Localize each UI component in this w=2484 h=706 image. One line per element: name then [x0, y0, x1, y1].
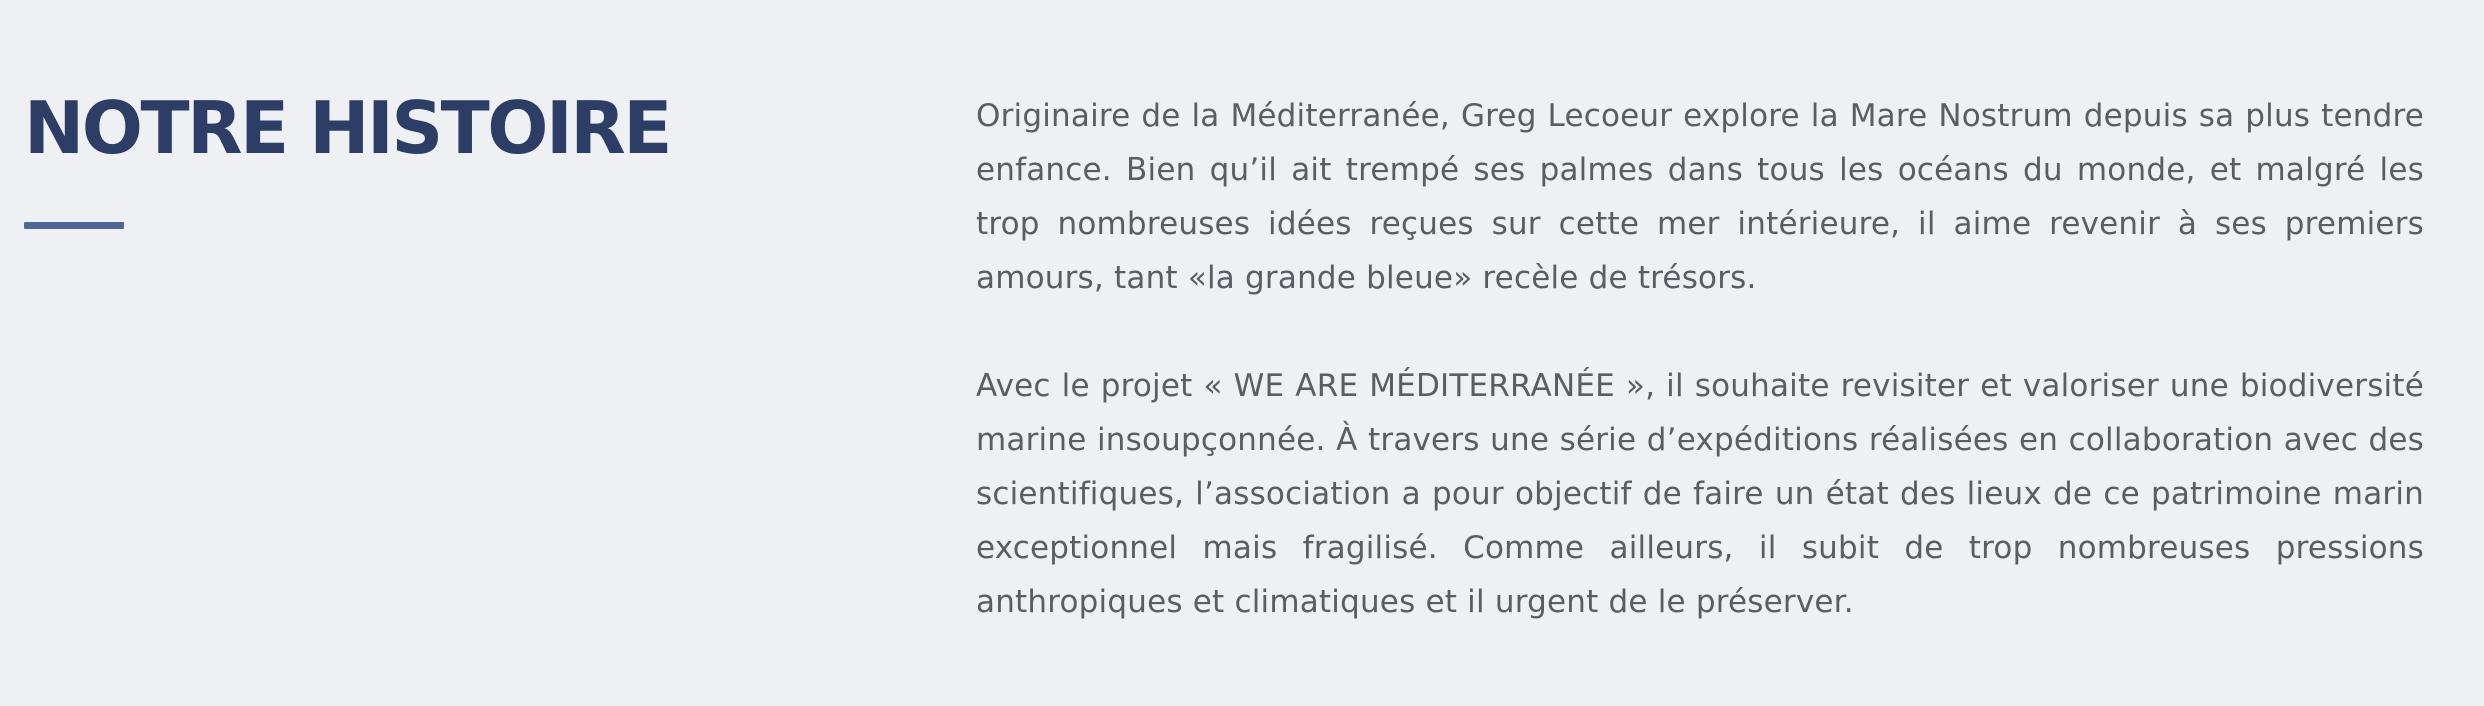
title-accent-bar — [24, 222, 124, 229]
section-heading-block — [24, 86, 924, 170]
section-body — [976, 89, 2424, 629]
section-title: NOTRE HISTOIRE — [24, 86, 670, 170]
project-paragraph: Avec le projet « WE ARE MÉDITERRANÉE », il souhaite revisiter et valoriser une biodiversité marine insoupçonnée. À travers une série d’expéditions réalisées en collaboration avec des scientifiques, l’association a pour objectif de faire un état des lieux de ce patrimoine marin exceptionnel mais fragilisé. Comme ailleurs, il subit de trop nombreuses pressions anthropiques et climatiques et il urgent de le préserver. — [976, 368, 2424, 620]
intro-paragraph: Originaire de la Méditerranée, Greg Lecoeur explore la Mare Nostrum depuis sa plus tendre enfance. Bien qu’il ait trempé ses palmes dans tous les océans du monde, et malgré les trop nombreuses idées reçues sur cette mer intérieure, il aime revenir à ses premiers amours, tant «la grande bleue» recèle de trésors. — [976, 98, 2424, 296]
